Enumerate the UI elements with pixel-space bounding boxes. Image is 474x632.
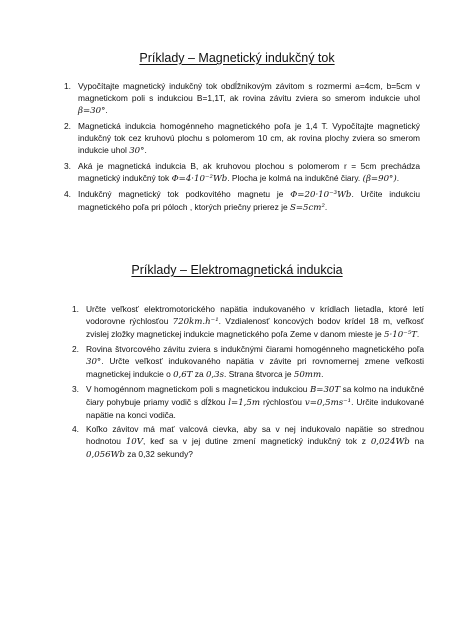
- problem-item: [64, 80, 420, 117]
- problem-text: . Určite indukované napätie na konci vodiča.: [86, 397, 424, 420]
- problem-text: Rovina štvorcového závitu zviera s indukčnými čiarami homogénneho magnetického poľa: [86, 344, 424, 354]
- section-title-electromagnetic-induction: Príklady – Elektromagnetická indukcia: [131, 263, 343, 277]
- problem-number: 2.: [72, 344, 79, 354]
- math-expression: 30°: [129, 146, 145, 156]
- problem-text: . Určite indukciu magnetického poľa pri póloch , ktorých priečny prierez je: [78, 189, 421, 212]
- problem-item: [72, 423, 424, 461]
- problem-item: [64, 120, 420, 157]
- math-expression: B=30T: [309, 385, 341, 395]
- problem-number: 4.: [64, 189, 71, 199]
- problem-item: [72, 303, 424, 341]
- problem-list-electromagnetic-induction: [72, 303, 424, 463]
- problem-text: .: [105, 105, 108, 115]
- problem-text: .: [144, 145, 147, 155]
- problem-number: 2.: [64, 121, 71, 131]
- problem-text: sa kolmo na indukčné čiary pohybuje priamy vodič s dĺžkou: [86, 384, 424, 407]
- problem-item: [64, 188, 420, 214]
- math-expression: 50mm: [293, 370, 322, 380]
- problem-text: .: [324, 202, 328, 212]
- math-expression: 5·10⁻⁵T: [384, 330, 417, 340]
- math-expression: 0,3s: [205, 370, 225, 380]
- problem-text: . Plocha je kolmá na indukčné čiary.: [227, 173, 363, 183]
- problem-text: Aká je magnetická indukcia B, ak kruhovou plochou s polomerom r = 5cm prechádza magnetický indukčný tok: [78, 161, 420, 183]
- math-expression: 0,024Wb: [370, 437, 410, 447]
- problem-text: Koľko závitov má mať valcová cievka, aby sa v nej indukovalo napätie so strednou hodnotou: [86, 424, 424, 446]
- problem-text: Určte veľkosť elektromotorického napätia indukovaného v krídlach lietadla, ktoré letí vodorovne rýchlosťou: [86, 304, 424, 326]
- math-expression: Φ=4·10⁻²Wb: [171, 174, 228, 184]
- problem-number: 3.: [64, 161, 71, 171]
- problem-text: , keď sa v jej dutine zmení magnetický indukčný tok z: [142, 436, 371, 446]
- math-expression: 720km.h⁻¹: [172, 317, 219, 327]
- problem-number: 1.: [72, 304, 79, 314]
- problem-item: [72, 383, 424, 421]
- section-title-magnetic-flux: Príklady – Magnetický indukčný tok: [139, 51, 335, 65]
- problem-text: za 0,32 sekundy?: [124, 449, 193, 459]
- math-expression: 0,056Wb: [86, 450, 125, 460]
- problem-list-magnetic-flux: [64, 80, 420, 217]
- problem-text: .: [416, 329, 420, 339]
- problem-text: . Určte veľkosť indukovaného napätia v závite pri rovnomernej zmene veľkosti magnetickej indukcie o: [86, 356, 424, 379]
- math-expression: (β=90°): [362, 174, 397, 184]
- problem-text: Magnetická indukcia homogénneho magnetického poľa je 1,4 T. Vypočítajte magnetický indukčný tok cez kruhovú plochu s polomerom 10 cm, ak rovina plochy zviera so smerom indukcie uhol: [78, 121, 420, 155]
- problem-text: V homogénnom magnetickom poli s magnetickou indukciou: [86, 384, 310, 394]
- math-expression: 10V: [125, 437, 143, 447]
- math-expression: l=1,5m: [228, 398, 261, 408]
- problem-item: [72, 343, 424, 381]
- problem-text: .: [396, 173, 400, 183]
- problem-text: . Vzdialenosť koncových bodov krídel 18 m, veľkosť zvislej zložky magnetickej indukcie magnetického poľa Zeme v danom mieste je: [86, 316, 424, 339]
- problem-text: Vypočítajte magnetický indukčný tok obdĺžnikovým závitom s rozmermi a=4cm, b=5cm v magnetickom poli s indukciou B=1,1T, ak rovina závitu zviera so smerom indukcie uhol: [78, 81, 420, 103]
- math-expression: 0,6T: [173, 370, 193, 380]
- problem-text: Indukčný magnetický tok podkovitého magnetu je: [78, 189, 291, 199]
- problem-number: 4.: [72, 424, 79, 434]
- problem-text: za: [192, 369, 206, 379]
- math-expression: 30°: [86, 357, 102, 367]
- math-expression: S=5cm²: [289, 203, 325, 213]
- math-expression: v=0,5ms⁻¹: [304, 398, 352, 408]
- problem-text: . Strana štvorca je: [224, 369, 294, 379]
- math-expression: β=30°: [78, 106, 106, 116]
- problem-number: 1.: [64, 81, 71, 91]
- problem-text: .: [321, 369, 324, 379]
- math-expression: Φ=20·10⁻³Wb: [290, 190, 352, 200]
- problem-text: na: [409, 436, 424, 446]
- problem-number: 3.: [72, 384, 79, 394]
- problem-text: rýchlosťou: [260, 397, 305, 407]
- problem-item: [64, 160, 420, 185]
